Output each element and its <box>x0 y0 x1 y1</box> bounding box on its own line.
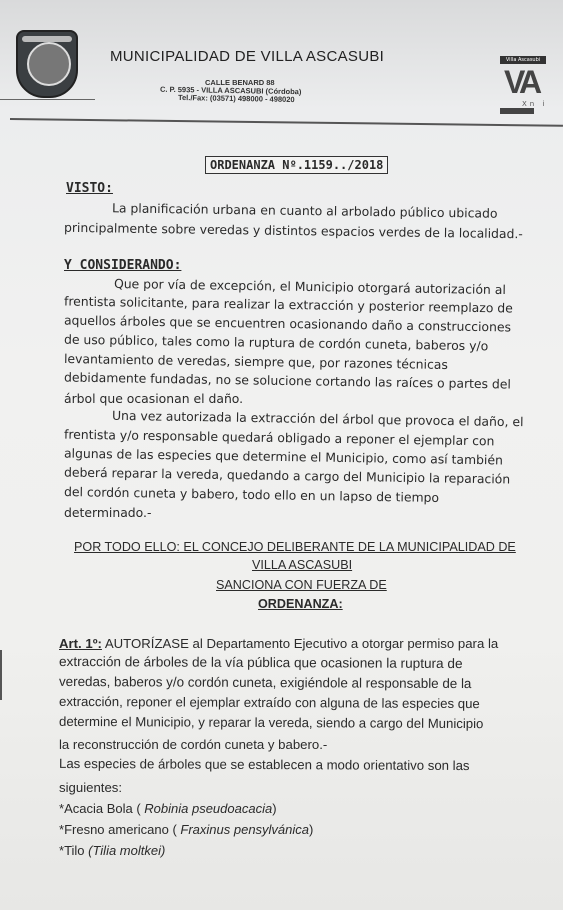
address-phone: Tel./Fax: (03571) 498000 - 498020 <box>177 92 295 105</box>
considerando-heading: Y CONSIDERANDO: <box>64 258 182 273</box>
considerando-line-2: frentista solicitante, para realizar la extracción y posterior reemplazo de <box>63 293 513 316</box>
considerando-line-10: algunas de las especies que determine el Municipio, como así también <box>63 445 504 468</box>
article-1-line-8: siguientes: <box>59 780 123 795</box>
resolution-line-3: SANCIONA CON FUERZA DE <box>216 578 387 592</box>
visto-line-1: La planificación urbana en cuanto al arbolado público ubicado <box>111 200 498 221</box>
article-1-line-3: veredas, baberos y/o cordón cuneta, exigiéndole al responsable de la <box>58 673 472 692</box>
resolution-line-2: VILLA ASCASUBI <box>252 558 353 572</box>
considerando-line-4: de uso público, tales como la ruptura de cordón cuneta, baberos y/o <box>63 331 489 354</box>
address-street: CALLE BENARD 88 <box>205 78 275 87</box>
article-1-line-4: extracción, reponer el ejemplar extraído con alguna de las especies que <box>58 693 480 712</box>
municipality-name: MUNICIPALIDAD DE VILLA ASCASUBI <box>110 48 385 65</box>
article-1-line-1: Art. 1º: AUTORÍZASE al Departamento Ejecutivo a otorgar permiso para la <box>59 636 499 651</box>
visto-line-2: principalmente sobre veredas y distintos espacios verdes de la localidad.- <box>63 219 523 242</box>
species-item-3: *Tilo (Tilia moltkei) <box>59 843 166 858</box>
considerando-line-6: debidamente fundadas, no se solucione cortando las raíces o partes del <box>63 369 512 392</box>
address-postal: C. P. 5935 - VILLA ASCASUBI (Córdoba) <box>159 84 302 97</box>
article-1-line-5: determine el Municipio, y reparar la vereda, siendo a cargo del Municipio <box>58 713 484 732</box>
species-item-2: *Fresno americano ( Fraxinus pensylvánica) <box>59 822 314 837</box>
species-item-1: *Acacia Bola ( Robinia pseudoacacia) <box>59 801 277 816</box>
considerando-line-1: Que por vía de excepción, el Municipio otorgará autorización al <box>113 275 506 298</box>
villa-ascasubi-logo: Villa Ascasubi VA Xn i <box>500 56 548 114</box>
article-1-line-2: extracción de árboles de la vía pública que ocasionen la ruptura de <box>58 653 463 672</box>
considerando-line-11: deberá reparar la vereda, quedando a cargo del Municipio la reparación <box>63 464 511 487</box>
article-1-label: Art. 1º: <box>59 636 102 651</box>
margin-mark <box>0 650 2 700</box>
considerando-line-5: levantamiento de veredas, siempre que, por razones técnicas <box>63 350 449 373</box>
considerando-line-3: aquellos árboles que se encuentren ocasionando daño a construcciones <box>63 312 512 335</box>
article-1-line-6: la reconstrucción de cordón cuneta y babero.- <box>59 737 328 752</box>
considerando-line-13: determinado.- <box>64 505 152 520</box>
resolution-line-1: POR TODO ELLO: EL CONCEJO DELIBERANTE DE LA MUNICIPALIDAD DE <box>74 540 516 554</box>
ordinance-number: ORDENANZA Nº.1159../2018 <box>205 156 388 174</box>
considerando-line-7: árbol que ocasionan el daño. <box>64 391 244 406</box>
considerando-line-8: Una vez autorizada la extracción del árbol que provoca el daño, el <box>111 407 524 430</box>
considerando-line-9: frentista y/o responsable quedará obligado a reponer el ejemplar con <box>63 426 495 449</box>
considerando-line-12: del cordón cuneta y babero, todo ello en un lapso de tiempo <box>63 484 440 505</box>
visto-heading: VISTO: <box>66 181 113 196</box>
resolution-line-4: ORDENANZA: <box>258 597 343 611</box>
article-1-line-7: Las especies de árboles que se establecen a modo orientativo son las <box>58 755 470 774</box>
